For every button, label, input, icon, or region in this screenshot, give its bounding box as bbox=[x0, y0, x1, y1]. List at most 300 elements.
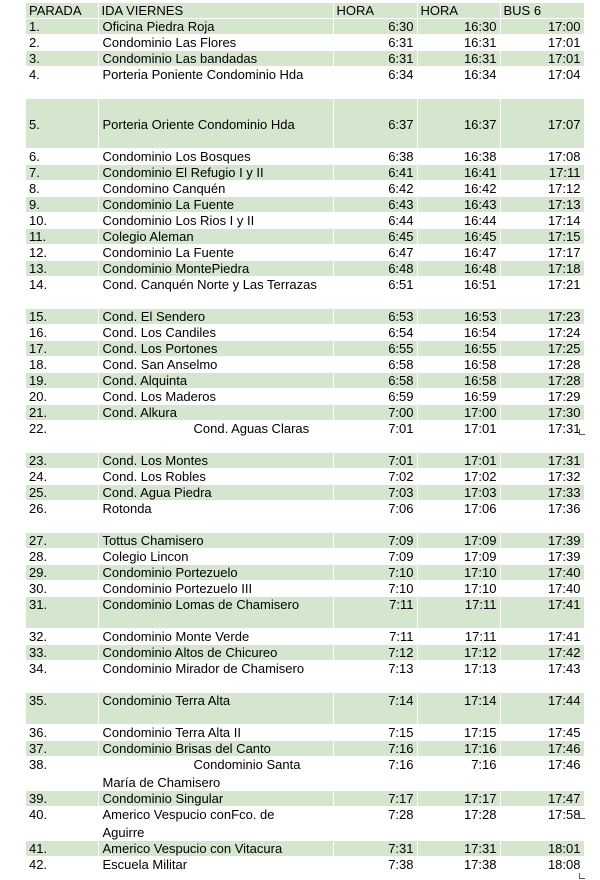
table-row bbox=[26, 857, 584, 873]
time-hora-1-text: 7:31 bbox=[388, 841, 414, 856]
time-bus-6 bbox=[500, 533, 584, 549]
time-hora-1-text: 6:31 bbox=[388, 35, 414, 50]
time-hora-1-text: 6:38 bbox=[388, 149, 414, 164]
stop-number-text: 42. bbox=[29, 857, 48, 872]
time-bus-6 bbox=[500, 421, 584, 453]
time-hora-2-text: 16:30 bbox=[463, 19, 497, 34]
time-hora-1-text: 7:38 bbox=[388, 857, 414, 872]
stop-number bbox=[26, 565, 98, 581]
time-hora-2-text: 17:12 bbox=[463, 645, 497, 660]
stop-number bbox=[26, 67, 98, 99]
time-bus-6 bbox=[500, 261, 584, 277]
time-hora-1-text: 6:51 bbox=[388, 277, 414, 292]
time-hora-2-text: 17:02 bbox=[463, 469, 497, 484]
time-bus-6-text: 17:00 bbox=[547, 19, 581, 34]
stop-name-text: Porteria Poniente Condominio Hda bbox=[102, 67, 304, 82]
stop-name bbox=[98, 357, 333, 373]
time-hora-1 bbox=[333, 725, 417, 741]
stop-name-text: Rotonda bbox=[102, 501, 152, 516]
time-hora-2 bbox=[417, 229, 500, 245]
time-bus-6-text: 18:01 bbox=[547, 841, 581, 856]
time-bus-6 bbox=[500, 325, 584, 341]
table-row bbox=[26, 35, 584, 51]
time-hora-1 bbox=[333, 325, 417, 341]
time-hora-1-text: 6:58 bbox=[388, 373, 414, 388]
time-hora-2 bbox=[417, 245, 500, 261]
time-bus-6 bbox=[500, 229, 584, 245]
time-hora-1-text: 6:54 bbox=[388, 325, 414, 340]
time-hora-1-text: 7:10 bbox=[388, 581, 414, 596]
time-hora-2 bbox=[417, 67, 500, 99]
stop-number-text: 9. bbox=[29, 197, 40, 212]
time-hora-1 bbox=[333, 67, 417, 99]
stop-number bbox=[26, 309, 98, 325]
time-bus-6-text: 17:24 bbox=[547, 325, 581, 340]
stop-number-text: 16. bbox=[29, 325, 48, 340]
stop-name-text: Condominio Singular bbox=[102, 791, 224, 806]
time-bus-6 bbox=[500, 485, 584, 501]
stop-number-text: 34. bbox=[29, 661, 48, 676]
stop-name-text: Condominio MontePiedra bbox=[102, 261, 250, 276]
time-bus-6-text: 17:36 bbox=[547, 501, 581, 516]
table-row bbox=[26, 229, 584, 245]
stop-name bbox=[98, 261, 333, 277]
time-hora-2-text: 16:31 bbox=[463, 51, 497, 66]
stop-name bbox=[98, 421, 333, 453]
time-hora-2 bbox=[417, 791, 500, 807]
time-bus-6-text: 17:44 bbox=[547, 693, 581, 708]
time-hora-1-text: 7:06 bbox=[388, 501, 414, 516]
time-bus-6-text: 17:40 bbox=[547, 565, 581, 580]
time-hora-2-text: 17:28 bbox=[463, 807, 497, 822]
stop-number bbox=[26, 19, 98, 35]
table-row bbox=[26, 341, 584, 357]
stop-number bbox=[26, 791, 98, 807]
stop-name bbox=[98, 213, 333, 229]
stop-name-text: Condominio Portezuelo bbox=[102, 565, 238, 580]
time-bus-6 bbox=[500, 791, 584, 807]
time-hora-2-text: 17:10 bbox=[463, 581, 497, 596]
stop-name bbox=[98, 791, 333, 807]
table-row bbox=[26, 213, 584, 229]
time-hora-2-text: 17:16 bbox=[463, 741, 497, 756]
stop-number bbox=[26, 725, 98, 741]
time-hora-2-text: 17:06 bbox=[463, 501, 497, 516]
table-row bbox=[26, 645, 584, 661]
stop-name-text: Americo Vespucio con Vitacura bbox=[102, 841, 283, 856]
time-hora-2 bbox=[417, 485, 500, 501]
time-bus-6-text: 17:01 bbox=[547, 35, 581, 50]
time-hora-1-text: 7:03 bbox=[388, 485, 414, 500]
time-hora-2-text: 17:01 bbox=[463, 453, 497, 468]
schedule-body bbox=[26, 19, 584, 873]
time-bus-6-text: 17:39 bbox=[547, 549, 581, 564]
time-hora-1 bbox=[333, 197, 417, 213]
stop-name bbox=[98, 485, 333, 501]
table-row bbox=[26, 757, 584, 791]
stop-number-text: 35. bbox=[29, 693, 48, 708]
stop-name bbox=[98, 645, 333, 661]
time-bus-6-text: 17:11 bbox=[548, 165, 581, 180]
time-bus-6-text: 17:17 bbox=[547, 245, 581, 260]
time-hora-2-text: 16:48 bbox=[463, 261, 497, 276]
stop-name bbox=[98, 841, 333, 857]
time-bus-6 bbox=[500, 277, 584, 309]
time-hora-1-text: 6:44 bbox=[388, 213, 414, 228]
stop-name bbox=[98, 99, 333, 149]
table-row bbox=[26, 165, 584, 181]
stop-name-text: Condominio Terra Alta bbox=[102, 693, 231, 708]
stop-number-text: 8. bbox=[29, 181, 40, 196]
stop-name-text: Condominio Santa bbox=[193, 757, 301, 772]
table-row bbox=[26, 181, 584, 197]
time-hora-2 bbox=[417, 149, 500, 165]
time-bus-6 bbox=[500, 197, 584, 213]
time-bus-6-text: 17:29 bbox=[547, 389, 581, 404]
stop-name bbox=[98, 165, 333, 181]
time-hora-1 bbox=[333, 533, 417, 549]
time-hora-2 bbox=[417, 181, 500, 197]
time-hora-1 bbox=[333, 421, 417, 453]
stop-number bbox=[26, 533, 98, 549]
time-bus-6-text: 17:25 bbox=[547, 341, 581, 356]
time-hora-1 bbox=[333, 389, 417, 405]
stop-number-text: 18. bbox=[29, 357, 48, 372]
stop-name-line2: María de Chamisero bbox=[102, 775, 221, 790]
stop-number bbox=[26, 453, 98, 469]
time-bus-6-text: 17:46 bbox=[547, 757, 581, 772]
time-hora-1 bbox=[333, 629, 417, 645]
stop-name bbox=[98, 341, 333, 357]
time-bus-6 bbox=[500, 245, 584, 261]
time-bus-6 bbox=[500, 405, 584, 421]
stop-number-text: 21. bbox=[29, 405, 48, 420]
stop-number bbox=[26, 645, 98, 661]
time-hora-2 bbox=[417, 421, 500, 453]
time-hora-1 bbox=[333, 469, 417, 485]
header-hora-1: HORA bbox=[333, 3, 417, 19]
time-bus-6-text: 17:32 bbox=[547, 469, 581, 484]
time-hora-2 bbox=[417, 309, 500, 325]
stop-name bbox=[98, 757, 333, 791]
time-hora-2-text: 17:14 bbox=[463, 693, 497, 708]
table-row bbox=[26, 149, 584, 165]
time-hora-1-text: 6:48 bbox=[388, 261, 414, 276]
stop-name-text: Condominio El Refugio I y II bbox=[102, 165, 264, 180]
stop-name bbox=[98, 565, 333, 581]
stop-number bbox=[26, 277, 98, 309]
stop-number-text: 11. bbox=[29, 229, 47, 244]
stop-number bbox=[26, 581, 98, 597]
stop-name bbox=[98, 181, 333, 197]
time-bus-6 bbox=[500, 661, 584, 693]
table-row bbox=[26, 597, 584, 629]
time-hora-1-text: 7:14 bbox=[388, 693, 414, 708]
stop-name-text: Cond. Alquinta bbox=[102, 373, 188, 388]
time-hora-1 bbox=[333, 549, 417, 565]
time-bus-6 bbox=[500, 629, 584, 645]
stop-number bbox=[26, 197, 98, 213]
time-hora-1-text: 6:42 bbox=[388, 181, 414, 196]
header-row bbox=[26, 3, 584, 19]
header-hora-2: HORA bbox=[417, 3, 500, 19]
time-hora-1 bbox=[333, 485, 417, 501]
time-hora-1 bbox=[333, 757, 417, 791]
time-hora-2-text: 17:00 bbox=[463, 405, 497, 420]
time-bus-6-text: 17:13 bbox=[547, 197, 581, 212]
time-hora-2-text: 17:10 bbox=[463, 565, 497, 580]
time-hora-2-text: 17:01 bbox=[463, 421, 497, 436]
time-bus-6 bbox=[500, 35, 584, 51]
stop-name-text: Condominio Mirador de Chamisero bbox=[102, 661, 305, 676]
stop-number-text: 31. bbox=[29, 597, 48, 612]
stop-name-text: Colegio Lincon bbox=[102, 549, 189, 564]
time-hora-2-text: 17:11 bbox=[464, 597, 497, 612]
stop-name bbox=[98, 549, 333, 565]
stop-number bbox=[26, 629, 98, 645]
stop-number-text: 41. bbox=[29, 841, 48, 856]
time-hora-1 bbox=[333, 581, 417, 597]
table-end-marker bbox=[579, 813, 585, 819]
stop-number bbox=[26, 261, 98, 277]
table-row bbox=[26, 389, 584, 405]
time-hora-1 bbox=[333, 99, 417, 149]
stop-name bbox=[98, 693, 333, 725]
stop-number-text: 14. bbox=[29, 277, 48, 292]
stop-number bbox=[26, 549, 98, 565]
time-bus-6-text: 17:43 bbox=[547, 661, 581, 676]
stop-number bbox=[26, 807, 98, 841]
time-bus-6-text: 17:12 bbox=[547, 181, 581, 196]
time-hora-2 bbox=[417, 325, 500, 341]
table-end-marker bbox=[579, 873, 585, 879]
time-hora-1 bbox=[333, 165, 417, 181]
stop-number-text: 5. bbox=[29, 117, 40, 132]
stop-name bbox=[98, 741, 333, 757]
stop-name-text: Cond. Canquén Norte y Las Terrazas bbox=[102, 277, 317, 292]
time-hora-1 bbox=[333, 277, 417, 309]
time-hora-2 bbox=[417, 373, 500, 389]
table-row bbox=[26, 693, 584, 725]
time-hora-2 bbox=[417, 501, 500, 533]
time-bus-6-text: 17:41 bbox=[547, 629, 581, 644]
time-hora-2-text: 17:31 bbox=[463, 841, 497, 856]
schedule-table bbox=[26, 3, 585, 873]
stop-name bbox=[98, 67, 333, 99]
time-bus-6-text: 17:39 bbox=[547, 533, 581, 548]
time-hora-1-text: 7:00 bbox=[388, 405, 414, 420]
time-hora-2 bbox=[417, 629, 500, 645]
stop-name-text: Condominio Altos de Chicureo bbox=[102, 645, 278, 660]
time-hora-1 bbox=[333, 261, 417, 277]
stop-name-text: Cond. San Anselmo bbox=[102, 357, 218, 372]
time-hora-2 bbox=[417, 581, 500, 597]
time-hora-1 bbox=[333, 245, 417, 261]
stop-name-text: Oficina Piedra Roja bbox=[102, 19, 215, 34]
stop-number bbox=[26, 469, 98, 485]
table-row bbox=[26, 725, 584, 741]
time-hora-1-text: 7:11 bbox=[389, 597, 414, 612]
table-row bbox=[26, 67, 584, 99]
stop-number-text: 20. bbox=[29, 389, 48, 404]
stop-name-text: Cond. Los Candiles bbox=[102, 325, 216, 340]
table-row bbox=[26, 373, 584, 389]
time-hora-1-text: 7:28 bbox=[388, 807, 414, 822]
time-hora-2-text: 16:45 bbox=[463, 229, 497, 244]
stop-number-text: 38. bbox=[29, 757, 48, 772]
time-hora-2 bbox=[417, 277, 500, 309]
stop-name-text: Condominio Terra Alta II bbox=[102, 725, 241, 740]
time-bus-6-text: 17:41 bbox=[547, 597, 581, 612]
table-row bbox=[26, 533, 584, 549]
time-hora-1 bbox=[333, 841, 417, 857]
time-bus-6 bbox=[500, 597, 584, 629]
stop-number bbox=[26, 165, 98, 181]
table-row bbox=[26, 453, 584, 469]
time-bus-6-text: 17:42 bbox=[547, 645, 581, 660]
time-hora-1 bbox=[333, 807, 417, 841]
stop-number bbox=[26, 325, 98, 341]
stop-name-text: Cond. Aguas Claras bbox=[193, 421, 310, 436]
time-hora-2 bbox=[417, 19, 500, 35]
stop-name-text: Escuela Militar bbox=[102, 857, 188, 872]
time-bus-6-text: 17:31 bbox=[547, 421, 581, 436]
time-hora-2-text: 17:09 bbox=[463, 533, 497, 548]
stop-name-text: Condominio Las bandadas bbox=[102, 51, 258, 66]
time-hora-2 bbox=[417, 757, 500, 791]
time-bus-6 bbox=[500, 51, 584, 67]
table-row bbox=[26, 421, 584, 453]
table-row bbox=[26, 325, 584, 341]
table-row bbox=[26, 741, 584, 757]
stop-number bbox=[26, 501, 98, 533]
time-hora-1-text: 7:01 bbox=[388, 453, 414, 468]
time-hora-1-text: 7:13 bbox=[388, 661, 414, 676]
stop-number-text: 23. bbox=[29, 453, 48, 468]
time-hora-2-text: 17:15 bbox=[463, 725, 497, 740]
stop-number bbox=[26, 597, 98, 629]
time-hora-1 bbox=[333, 35, 417, 51]
stop-name bbox=[98, 533, 333, 549]
time-hora-2 bbox=[417, 261, 500, 277]
time-hora-1 bbox=[333, 645, 417, 661]
stop-number-text: 12. bbox=[29, 245, 48, 260]
table-row bbox=[26, 19, 584, 35]
time-hora-1-text: 7:12 bbox=[388, 645, 414, 660]
time-hora-2-text: 16:42 bbox=[463, 181, 497, 196]
time-bus-6-text: 17:46 bbox=[547, 741, 581, 756]
table-row bbox=[26, 581, 584, 597]
table-row bbox=[26, 357, 584, 373]
time-hora-2 bbox=[417, 453, 500, 469]
stop-name bbox=[98, 405, 333, 421]
time-hora-1-text: 6:47 bbox=[388, 245, 414, 260]
time-hora-1 bbox=[333, 229, 417, 245]
stop-name-text: Condominio Las Flores bbox=[102, 35, 237, 50]
time-bus-6-text: 17:08 bbox=[547, 149, 581, 164]
time-hora-1 bbox=[333, 341, 417, 357]
stop-name-text: Condominio Lomas de Chamisero bbox=[102, 597, 300, 612]
time-hora-2-text: 17:03 bbox=[463, 485, 497, 500]
time-bus-6 bbox=[500, 373, 584, 389]
time-hora-1-text: 7:15 bbox=[388, 725, 414, 740]
stop-number-text: 3. bbox=[29, 51, 40, 66]
time-bus-6-text: 17:47 bbox=[547, 791, 581, 806]
header-parada: PARADA bbox=[26, 3, 98, 19]
time-bus-6 bbox=[500, 741, 584, 757]
stop-number-text: 40. bbox=[29, 807, 48, 822]
time-hora-2 bbox=[417, 597, 500, 629]
stop-name bbox=[98, 245, 333, 261]
time-hora-2 bbox=[417, 389, 500, 405]
stop-name-text: Condominio Brisas del Canto bbox=[102, 741, 271, 756]
time-hora-2 bbox=[417, 341, 500, 357]
time-hora-1-text: 6:34 bbox=[388, 67, 414, 82]
time-bus-6-text: 18:08 bbox=[547, 857, 581, 872]
time-hora-1 bbox=[333, 597, 417, 629]
stop-name bbox=[98, 725, 333, 741]
time-bus-6-text: 17:40 bbox=[547, 581, 581, 596]
time-bus-6 bbox=[500, 213, 584, 229]
time-hora-1 bbox=[333, 357, 417, 373]
table-row bbox=[26, 99, 584, 149]
stop-number bbox=[26, 213, 98, 229]
time-hora-2-text: 17:38 bbox=[463, 857, 497, 872]
stop-name bbox=[98, 51, 333, 67]
time-hora-2 bbox=[417, 533, 500, 549]
stop-name-text: Condomino Canquén bbox=[102, 181, 226, 196]
time-bus-6-text: 17:58 bbox=[547, 807, 581, 822]
time-hora-1 bbox=[333, 661, 417, 693]
time-hora-2-text: 16:59 bbox=[463, 389, 497, 404]
time-bus-6 bbox=[500, 581, 584, 597]
time-hora-2 bbox=[417, 725, 500, 741]
stop-number-text: 36. bbox=[29, 725, 48, 740]
time-hora-1-text: 7:01 bbox=[388, 421, 414, 436]
time-hora-2-text: 16:55 bbox=[463, 341, 497, 356]
time-hora-1-text: 6:45 bbox=[388, 229, 414, 244]
stop-name-text: Condominio Los Rios I y II bbox=[102, 213, 255, 228]
stop-name-text: Cond. Agua Piedra bbox=[102, 485, 212, 500]
time-hora-1 bbox=[333, 181, 417, 197]
time-hora-1-text: 6:30 bbox=[388, 19, 414, 34]
stop-number-text: 6. bbox=[29, 149, 40, 164]
stop-number-text: 24. bbox=[29, 469, 48, 484]
time-bus-6-text: 17:28 bbox=[547, 373, 581, 388]
time-hora-1-text: 7:09 bbox=[388, 549, 414, 564]
stop-name bbox=[98, 469, 333, 485]
time-bus-6 bbox=[500, 19, 584, 35]
time-hora-2-text: 16:53 bbox=[463, 309, 497, 324]
stop-number bbox=[26, 389, 98, 405]
time-hora-1 bbox=[333, 213, 417, 229]
time-hora-2-text: 16:37 bbox=[463, 117, 497, 132]
stop-number-text: 13. bbox=[29, 261, 48, 276]
stop-name bbox=[98, 501, 333, 533]
time-bus-6 bbox=[500, 501, 584, 533]
time-hora-2-text: 16:44 bbox=[463, 213, 497, 228]
table-row bbox=[26, 629, 584, 645]
time-bus-6-text: 17:28 bbox=[547, 357, 581, 372]
stop-name-text: Condominio Portezuelo III bbox=[102, 581, 253, 596]
stop-number-text: 19. bbox=[29, 373, 48, 388]
stop-name-text: Cond. Los Portones bbox=[102, 341, 218, 356]
time-hora-2-text: 16:51 bbox=[463, 277, 497, 292]
stop-number-text: 26. bbox=[29, 501, 48, 516]
table-row bbox=[26, 469, 584, 485]
time-bus-6 bbox=[500, 645, 584, 661]
time-bus-6-text: 17:30 bbox=[547, 405, 581, 420]
